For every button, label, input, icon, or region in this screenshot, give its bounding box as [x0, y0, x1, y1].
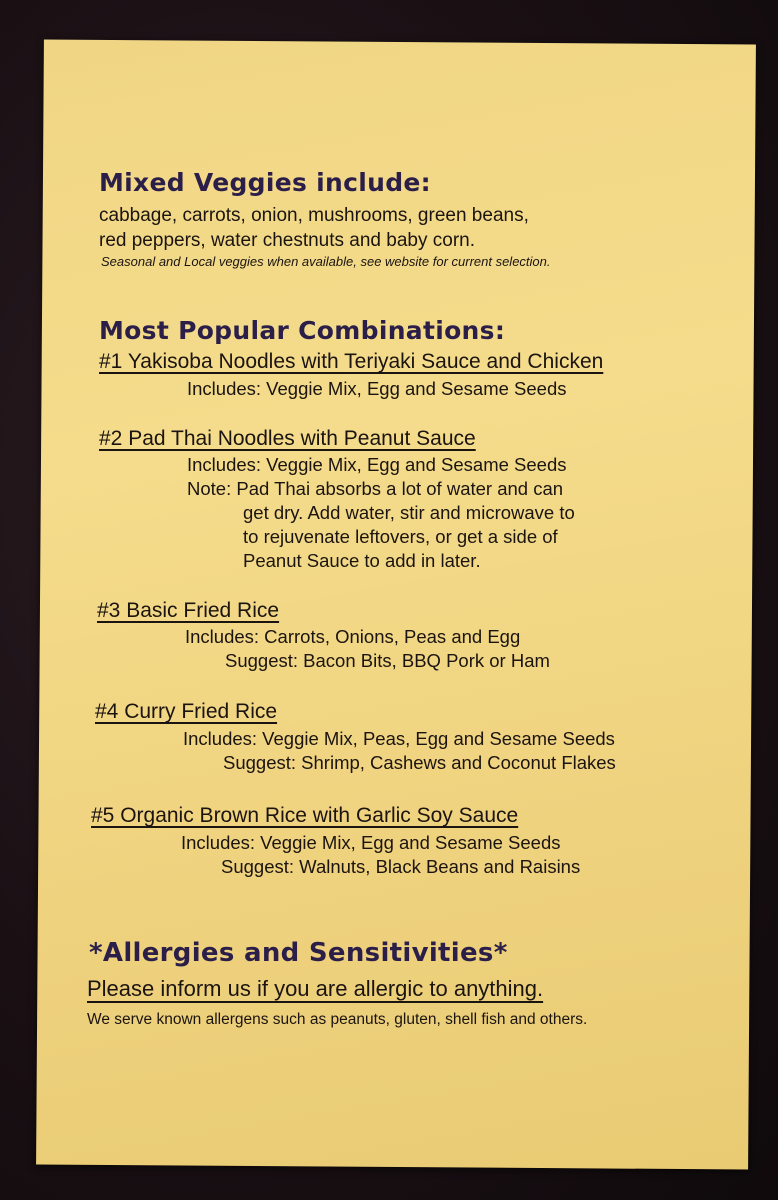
combo-1-title: #1 Yakisoba Noodles with Teriyaki Sauce and Chicken: [99, 350, 604, 373]
combo-4-suggest: Suggest: Shrimp, Cashews and Coconut Flakes: [223, 752, 616, 773]
combo-2-includes: Includes: Veggie Mix, Egg and Sesame Seeds: [187, 454, 567, 475]
combo-1-includes: Includes: Veggie Mix, Egg and Sesame Seeds: [187, 378, 567, 399]
allergies-subheading: Please inform us if you are allergic to anything.: [87, 976, 544, 1001]
combo-4-includes: Includes: Veggie Mix, Peas, Egg and Sesame Seeds: [183, 728, 615, 749]
combo-2-title: #2 Pad Thai Noodles with Peanut Sauce: [99, 427, 476, 450]
veggies-line-1: cabbage, carrots, onion, mushrooms, green beans,: [99, 205, 529, 226]
combo-5-title: #5 Organic Brown Rice with Garlic Soy Sauce: [91, 804, 519, 827]
allergies-note: We serve known allergens such as peanuts, gluten, shell fish and others.: [87, 1011, 588, 1028]
veggies-note: Seasonal and Local veggies when available, see website for current selection.: [101, 254, 551, 269]
combo-2-note-line-4: Peanut Sauce to add in later.: [243, 550, 481, 571]
combo-3-title: #3 Basic Fried Rice: [97, 599, 280, 622]
combo-2-note-line-1: Note: Pad Thai absorbs a lot of water and can: [187, 478, 564, 499]
popular-heading: Most Popular Combinations:: [99, 316, 506, 345]
combo-3-suggest: Suggest: Bacon Bits, BBQ Pork or Ham: [225, 650, 550, 671]
combo-5-suggest: Suggest: Walnuts, Black Beans and Raisins: [221, 856, 581, 877]
combo-5-includes: Includes: Veggie Mix, Egg and Sesame Seeds: [181, 832, 561, 853]
combo-2-note-line-3: to rejuvenate leftovers, or get a side of: [243, 526, 558, 547]
combo-3-includes: Includes: Carrots, Onions, Peas and Egg: [185, 626, 521, 647]
veggies-heading: Mixed Veggies include:: [99, 168, 431, 197]
combo-2-note-line-2: get dry. Add water, stir and microwave to: [243, 502, 575, 523]
veggies-line-2: red peppers, water chestnuts and baby corn.: [99, 230, 476, 251]
combo-4-title: #4 Curry Fried Rice: [95, 700, 278, 723]
allergies-heading: *Allergies and Sensitivities*: [89, 938, 508, 968]
